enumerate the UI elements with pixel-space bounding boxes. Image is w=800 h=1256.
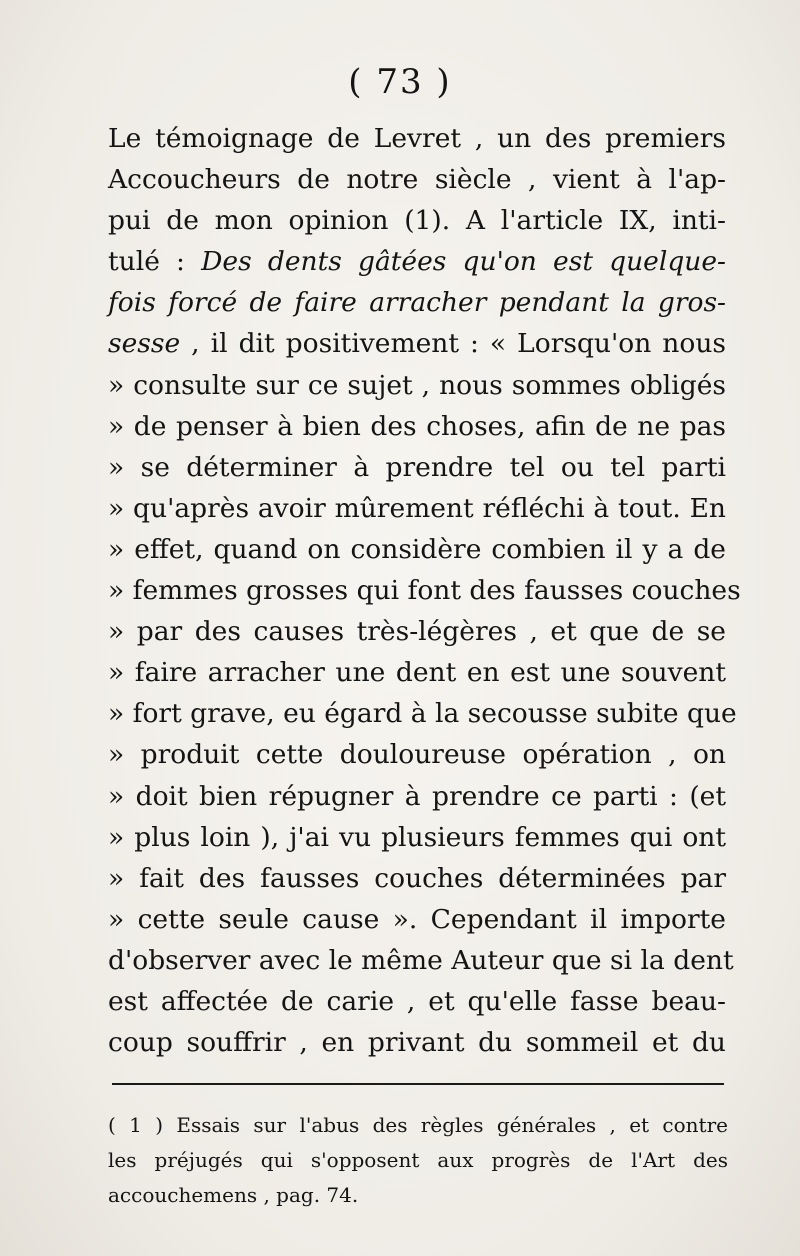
quoted-line: » doit bien répugner à prendre ce parti : (et (108, 780, 726, 812)
text-line-italic (108, 282, 726, 323)
quoted-line: » cette seule cause ». Cependant il importe (108, 903, 726, 935)
footnote-line: les préjugés qui s'opposent aux progrès de l'Art des (108, 1148, 728, 1172)
quoted-line: » plus loin ), j'ai vu plusieurs femmes qui ont (108, 821, 726, 853)
italic-title: fois forcé de faire arracher pendant la gros- (108, 287, 726, 319)
quoted-line: » fait des fausses couches déterminées par (108, 862, 726, 894)
text-line: coup souffrir , en privant du sommeil et du (108, 1027, 726, 1059)
text-plain: , il dit positivement : « Lorsqu'on nous (180, 328, 726, 360)
text-line: Le témoignage de Levret , un des premiers (108, 123, 726, 154)
text-line: d'observer avec le même Auteur que si la dent (108, 944, 734, 976)
quoted-line: » effet, quand on considère combien il y a de (108, 533, 726, 565)
quoted-line: » femmes grosses qui font des fausses couches (108, 575, 741, 607)
italic-title: Des dents gâtées qu'on est quelque- (201, 246, 727, 278)
footnote (108, 1108, 728, 1213)
text-plain: tulé : (108, 246, 202, 278)
italic-title: sesse (108, 328, 181, 360)
main-text-block (108, 118, 741, 1063)
text-line: Accoucheurs de notre siècle , vient à l'ap- (108, 164, 726, 196)
footnote-line: ( 1 ) Essais sur l'abus des règles générales , et contre (108, 1113, 728, 1137)
quoted-line: » produit cette douloureuse opération , on (108, 739, 726, 771)
text-line: pui de mon opinion (1). A l'article IX, inti- (108, 205, 726, 237)
text-line: est affectée de carie , et qu'elle fasse beau- (108, 985, 726, 1017)
quoted-line: » qu'après avoir mûrement réfléchi à tout. En (108, 492, 726, 524)
page-number: ( 73 ) (348, 62, 452, 102)
quoted-line: » fort grave, eu égard à la secousse subite que (108, 698, 737, 730)
text-line-with-italic-title (108, 323, 726, 364)
quoted-line: » consulte sur ce sujet , nous sommes obligés (108, 369, 726, 401)
quoted-line: » par des causes très-légères , et que de se (108, 616, 726, 648)
footnote-line: accouchemens , pag. 74. (108, 1183, 359, 1207)
quoted-line: » faire arracher une dent en est une souvent (108, 657, 726, 689)
quoted-line: » se déterminer à prendre tel ou tel parti (108, 451, 726, 483)
text-line-with-italic-title (108, 241, 726, 282)
footnote-divider (112, 1083, 724, 1085)
quoted-line: » de penser à bien des choses, afin de ne pas (108, 410, 726, 442)
